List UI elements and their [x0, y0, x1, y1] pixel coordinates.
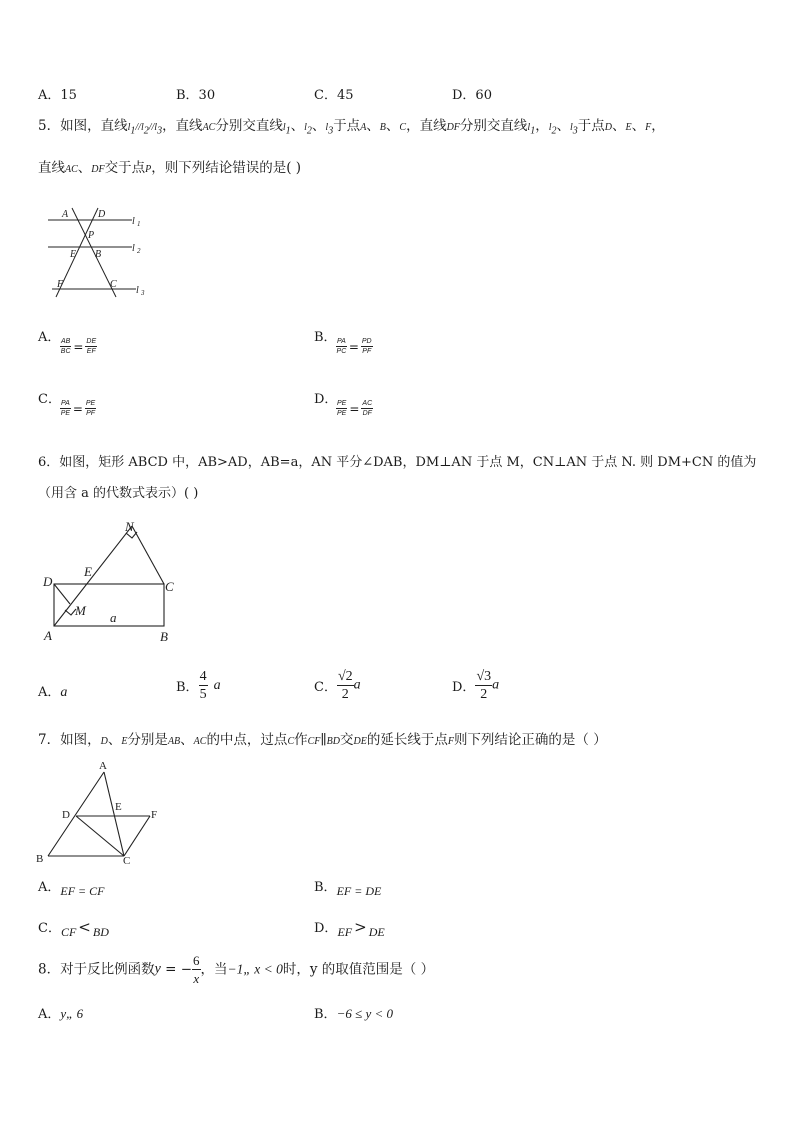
svg-text:F: F — [151, 809, 158, 821]
svg-text:l: l — [132, 216, 135, 227]
q4-option-b: B．30 — [176, 88, 216, 103]
q7-line-bd-cross — [76, 816, 124, 856]
q5-stem-line1: 5．如图，直线$l_1//l_2//l_3$，直线AC分别交直线$l_1$、$l_2$、$l_3$于点A、B、C，直线DF分别交直线$l_1$，$l_2$、$l_3$于点D、E、F， — [38, 118, 665, 137]
q6-option-c: C． $\frac{√2}{2}$ a — [314, 669, 361, 702]
q8-stem: 8．对于反比例函数y = − $\frac{6}{x}$ ，当−1„ x < 0时，y 的取值范围是（ ） — [38, 953, 435, 986]
q6-option-a: A．a — [38, 685, 68, 700]
svg-text:D: D — [62, 809, 70, 821]
q5-option-c-formula: $\frac{PA}{PE}$ = $\frac{PE}{PF}$ — [60, 400, 96, 417]
q6-option-d: D． $\frac{√3}{2}$ a — [452, 669, 500, 702]
q7-option-c: C．CF < BD — [38, 918, 109, 939]
q6-option-b: B． $\frac{4}{5}$ a — [176, 669, 221, 702]
q4-option-c: C．45 — [314, 88, 354, 103]
svg-text:C: C — [165, 579, 174, 594]
svg-text:B: B — [160, 629, 168, 644]
svg-text:P: P — [88, 230, 95, 241]
svg-text:D: D — [43, 574, 53, 589]
svg-text:A: A — [62, 209, 69, 220]
svg-text:E: E — [84, 564, 92, 579]
q5-option-b-formula: $\frac{PA}{PC}$ = $\frac{PD}{PF}$ — [336, 338, 372, 355]
svg-text:C: C — [123, 855, 131, 867]
q7-line-cf — [124, 816, 150, 856]
svg-text:E: E — [115, 801, 122, 813]
q6-line-cn — [132, 526, 164, 584]
q7-option-d: D．EF > DE — [314, 918, 385, 939]
q7-option-a: A．EF = CF — [38, 880, 105, 898]
svg-text:A: A — [44, 628, 52, 643]
svg-text:D: D — [98, 209, 106, 220]
svg-text:C: C — [110, 279, 117, 290]
q7-line-ab — [48, 772, 104, 856]
q7-line-ac — [104, 772, 124, 856]
q6-stem-line1: 6．如图，矩形 ABCD 中，AB>AD，AB=a，AN 平分∠DAB，DM⊥AN 于点 M，CN⊥AN 于点 N. 则 DM+CN 的值为 — [38, 455, 757, 470]
q5-option-c: C． — [38, 392, 61, 407]
q4-option-a: A．15 — [38, 88, 77, 103]
svg-text:l: l — [132, 243, 135, 254]
q6-stem-line2: （用含 a 的代数式表示）( ) — [38, 486, 199, 501]
q8-option-a: A．y„ 6 — [38, 1006, 84, 1022]
svg-text:l: l — [136, 285, 139, 296]
svg-text:3: 3 — [141, 289, 145, 297]
q7-figure — [36, 758, 166, 870]
q6-line-dm — [54, 584, 70, 604]
q5-option-d: D． — [314, 392, 338, 407]
svg-text:F: F — [57, 279, 64, 290]
svg-text:E: E — [70, 249, 77, 260]
q5-option-a: A． — [38, 330, 61, 345]
q5-stem-line2: 直线AC、DF交于点P，则下列结论错误的是( ) — [38, 160, 302, 176]
svg-text:B: B — [95, 249, 102, 260]
svg-text:M: M — [75, 603, 86, 618]
svg-text:a: a — [110, 610, 117, 625]
q5-figure — [40, 200, 150, 302]
q7-option-b: B．EF = DE — [314, 880, 382, 898]
svg-text:1: 1 — [137, 220, 141, 228]
svg-text:A: A — [99, 760, 107, 772]
q5-option-a-formula: $\frac{AB}{BC}$ = $\frac{DE}{EF}$ — [60, 338, 97, 355]
q6-figure — [40, 516, 180, 646]
q8-option-b: B．−6 ≤ y < 0 — [314, 1006, 394, 1022]
svg-text:2: 2 — [137, 247, 141, 255]
svg-text:N: N — [125, 519, 134, 534]
svg-text:B: B — [36, 853, 44, 865]
q5-option-d-formula: $\frac{PE}{PE}$ = $\frac{AC}{DF}$ — [337, 400, 373, 417]
q7-stem: 7．如图，D、E分别是AB、AC的中点，过点C作CF∥BD交DE的延长线于点F则下列结论正确的是（ ） — [38, 732, 607, 748]
q4-option-d: D．60 — [452, 88, 492, 103]
q5-option-b: B． — [314, 330, 337, 345]
